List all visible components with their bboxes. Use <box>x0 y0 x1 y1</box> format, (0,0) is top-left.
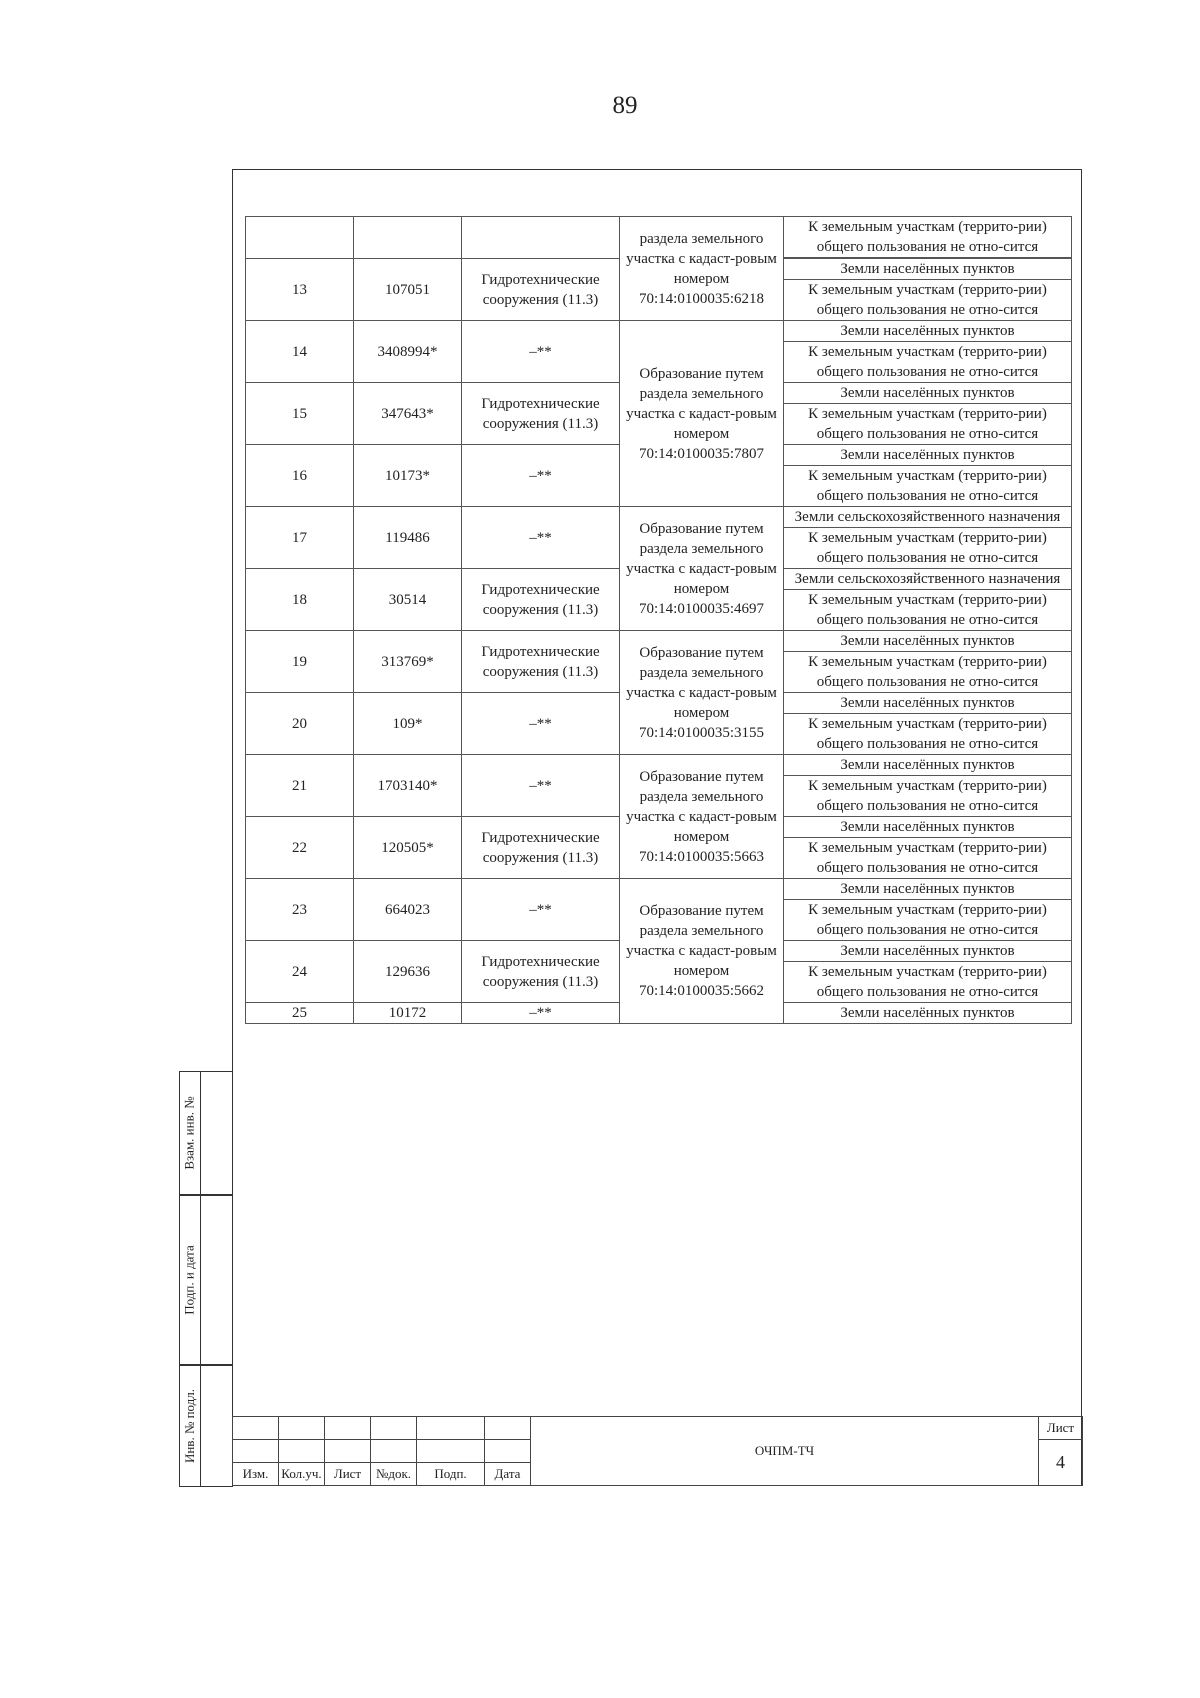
row-permitted-use: –** <box>462 321 620 383</box>
sheet-label: Лист <box>1039 1417 1083 1440</box>
table-row <box>246 879 1072 900</box>
document-code: ОЧПМ-ТЧ <box>531 1417 1039 1486</box>
land-category: Земли населённых пунктов <box>784 817 1072 838</box>
row-number: 16 <box>246 445 354 507</box>
row-permitted-use: –** <box>462 507 620 569</box>
stamp-list: Лист <box>325 1463 371 1486</box>
row-number: 24 <box>246 941 354 1003</box>
row-area: 129636 <box>354 941 462 1003</box>
land-category: Земли населённых пунктов <box>784 259 1072 280</box>
formation-method: Образование путем раздела земельного участка с кадаст-ровым номером 70:14:0100035:3155 <box>620 631 784 755</box>
land-category: Земли населённых пунктов <box>784 631 1072 652</box>
table-row <box>246 631 1072 652</box>
land-category: Земли населённых пунктов <box>784 321 1072 342</box>
title-block <box>232 1416 1083 1486</box>
row-permitted-use: Гидротехнические сооружения (11.3) <box>462 259 620 321</box>
side-label-podp: Подп. и дата <box>182 1245 198 1315</box>
row-permitted-use: –** <box>462 1003 620 1024</box>
land-category: Земли населённых пунктов <box>784 941 1072 962</box>
common-use-note: К земельным участкам (террито-рии) общего пользования не отно-сится <box>784 900 1072 941</box>
row-area: 109* <box>354 693 462 755</box>
row-area: 120505* <box>354 817 462 879</box>
side-label-vzam: Взам. инв. № <box>182 1096 198 1170</box>
row-permitted-use: Гидротехнические сооружения (11.3) <box>462 569 620 631</box>
formation-method: Образование путем раздела земельного участка с кадаст-ровым номером 70:14:0100035:7807 <box>620 321 784 507</box>
row-number: 15 <box>246 383 354 445</box>
row-permitted-use: –** <box>462 445 620 507</box>
land-category: Земли сельскохозяйственного назначения <box>784 569 1072 590</box>
row-number: 20 <box>246 693 354 755</box>
row-area: 664023 <box>354 879 462 941</box>
land-category: Земли сельскохозяйственного назначения <box>784 507 1072 528</box>
row-permitted-use: –** <box>462 755 620 817</box>
land-category: Земли населённых пунктов <box>784 445 1072 466</box>
row-area: 119486 <box>354 507 462 569</box>
row-number: 17 <box>246 507 354 569</box>
page-number: 89 <box>612 92 638 119</box>
formation-method: раздела земельного участка с кадаст-ровым номером 70:14:0100035:6218 <box>620 217 784 321</box>
formation-method: Образование путем раздела земельного участка с кадаст-ровым номером 70:14:0100035:5663 <box>620 755 784 879</box>
common-use-note: К земельным участкам (террито-рии) общего пользования не отно-сится <box>784 280 1072 321</box>
common-use-note: К земельным участкам (террито-рии) общего пользования не отно-сится <box>784 528 1072 569</box>
sheet-number: 4 <box>1039 1440 1083 1486</box>
common-use-note: К земельным участкам (террито-рии) общего пользования не отно-сится <box>784 342 1072 383</box>
land-plots-table <box>245 216 1072 1024</box>
row-number: 14 <box>246 321 354 383</box>
row-permitted-use: Гидротехнические сооружения (11.3) <box>462 941 620 1003</box>
row-area: 10172 <box>354 1003 462 1024</box>
row-area: 10173* <box>354 445 462 507</box>
side-label-inv: Инв. № подл. <box>182 1388 198 1464</box>
row-permitted-use: –** <box>462 879 620 941</box>
common-use-note: К земельным участкам (террито-рии) общего пользования не отно-сится <box>784 590 1072 631</box>
common-use-note: К земельным участкам (террито-рии) общего пользования не отно-сится <box>784 652 1072 693</box>
row-area: 3408994* <box>354 321 462 383</box>
row-area: 107051 <box>354 259 462 321</box>
row-number: 22 <box>246 817 354 879</box>
stamp-data: Дата <box>485 1463 531 1486</box>
row-number: 13 <box>246 259 354 321</box>
land-category: Земли населённых пунктов <box>784 879 1072 900</box>
side-stamp <box>179 1071 233 1487</box>
common-use-note: К земельным участкам (террито-рии) общего пользования не отно-сится <box>784 776 1072 817</box>
row-area: 30514 <box>354 569 462 631</box>
common-use-note: К земельным участкам (террито-рии) общего пользования не отно-сится <box>784 404 1072 445</box>
common-use-note: К земельным участкам (террито-рии) общего пользования не отно-сится <box>784 217 1072 258</box>
common-use-note: К земельным участкам (террито-рии) общего пользования не отно-сится <box>784 838 1072 879</box>
row-number: 23 <box>246 879 354 941</box>
row-number: 25 <box>246 1003 354 1024</box>
table-row <box>246 321 1072 342</box>
land-category: Земли населённых пунктов <box>784 1003 1072 1024</box>
land-category: Земли населённых пунктов <box>784 693 1072 714</box>
common-use-note: К земельным участкам (террито-рии) общего пользования не отно-сится <box>784 466 1072 507</box>
row-permitted-use: Гидротехнические сооружения (11.3) <box>462 817 620 879</box>
row-permitted-use: –** <box>462 693 620 755</box>
row-number: 18 <box>246 569 354 631</box>
stamp-koluch: Кол.уч. <box>279 1463 325 1486</box>
common-use-note: К земельным участкам (террито-рии) общего пользования не отно-сится <box>784 962 1072 1003</box>
row-area: 313769* <box>354 631 462 693</box>
common-use-note: К земельным участкам (террито-рии) общего пользования не отно-сится <box>784 714 1072 755</box>
row-number: 21 <box>246 755 354 817</box>
table-row <box>246 217 1072 258</box>
stamp-podp: Подп. <box>417 1463 485 1486</box>
stamp-ndok: №док. <box>371 1463 417 1486</box>
row-area: 1703140* <box>354 755 462 817</box>
formation-method: Образование путем раздела земельного участка с кадаст-ровым номером 70:14:0100035:5662 <box>620 879 784 1024</box>
row-permitted-use: Гидротехнические сооружения (11.3) <box>462 383 620 445</box>
row-area: 347643* <box>354 383 462 445</box>
formation-method: Образование путем раздела земельного участка с кадаст-ровым номером 70:14:0100035:4697 <box>620 507 784 631</box>
land-category: Земли населённых пунктов <box>784 755 1072 776</box>
stamp-izm: Изм. <box>233 1463 279 1486</box>
row-permitted-use: Гидротехнические сооружения (11.3) <box>462 631 620 693</box>
table-row <box>246 755 1072 776</box>
land-category: Земли населённых пунктов <box>784 383 1072 404</box>
row-number: 19 <box>246 631 354 693</box>
